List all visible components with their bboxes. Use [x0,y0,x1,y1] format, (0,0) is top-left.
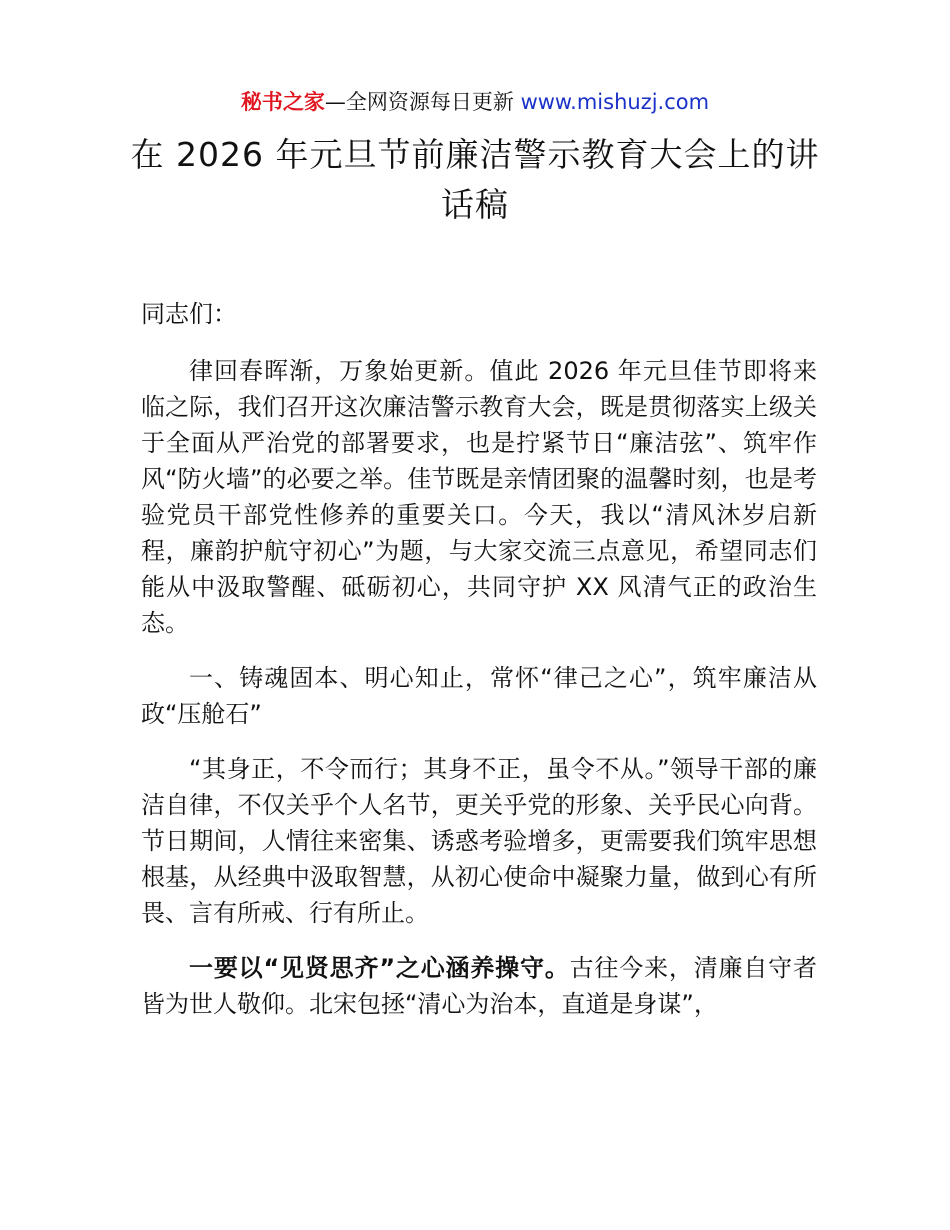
paragraph-section-1: “其身正，不令而行；其身不正，虽令不从。”领导干部的廉洁自律，不仅关乎个人名节，更关乎党的形象、关乎民心向背。节日期间，人情往来密集、诱惑考验增多，更需要我们筑牢思想根基，从经典中汲取智慧，从初心使命中凝聚力量，做到心有所畏、言有所戒、行有所止。 [141,755,817,927]
document-title: 在 2026 年元旦节前廉洁警示教育大会上的讲话稿 [130,135,820,224]
salutation: 同志们： [141,300,237,328]
paragraph-point-1 [141,950,817,1022]
site-url[interactable]: www.mishuzj.com [520,90,710,114]
site-header [0,88,950,116]
site-tagline: —全网资源每日更新 [324,90,521,114]
point-1-text: 古往今来，清廉自守者皆为世人敬仰。北宋包拯“清心为治本，直道是身谋”， [141,954,818,1018]
section-heading-1: 一、铸魂固本、明心知止，常怀“律己之心”，筑牢廉洁从政“压舱石” [141,664,817,728]
point-1-lead: 一要以“见贤思齐”之心涵养操守。 [189,954,570,982]
paragraph-intro: 律回春晖渐，万象始更新。值此 2026 年元旦佳节即将来临之际，我们召开这次廉洁警示教育大会，既是贯彻落实上级关于全面从严治党的部署要求，也是拧紧节日“廉洁弦”、筑牢作风“防火墙”的必要之举。佳节既是亲情团聚的温馨时刻，也是考验党员干部党性修养的重要关口。今天，我以“清风沐岁启新程，廉韵护航守初心”为题，与大家交流三点意见，希望同志们能从中汲取警醒、砥砺初心，共同守护 XX 风清气正的政治生态。 [141,357,817,637]
document-body [141,296,817,1041]
brand-name: 秘书之家 [240,90,325,114]
